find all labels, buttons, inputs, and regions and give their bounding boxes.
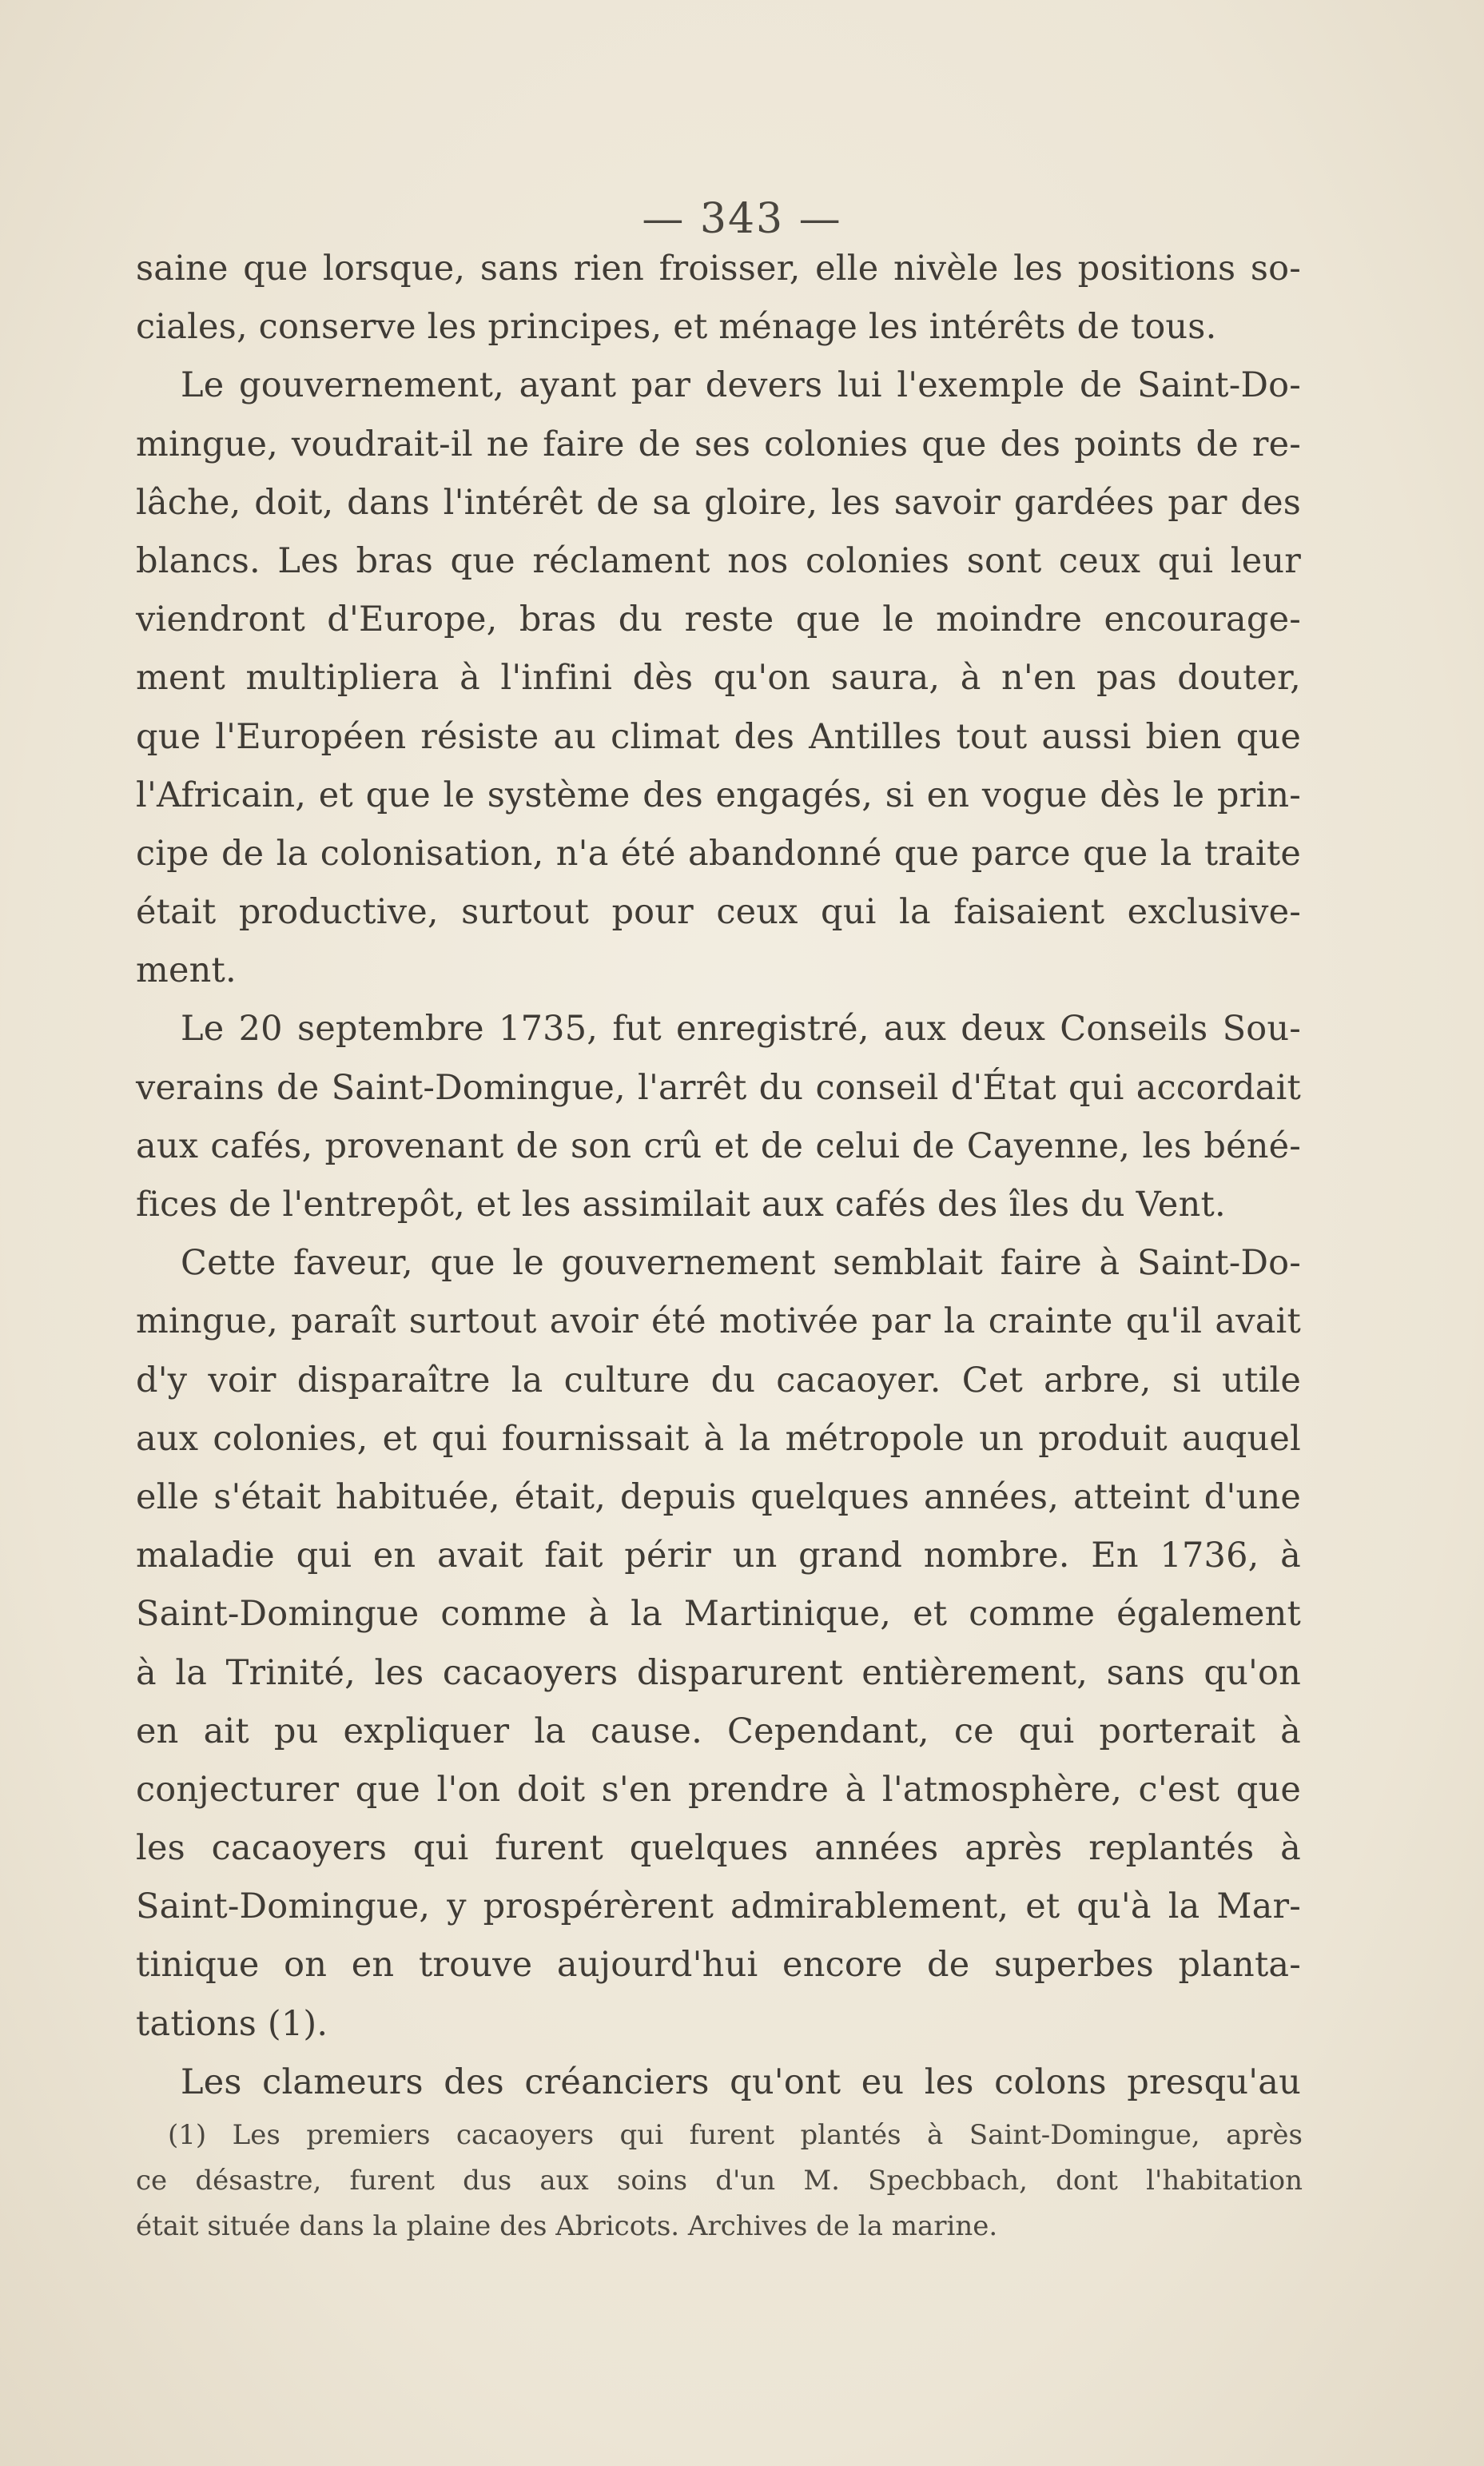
footnote-line: était située dans la plaine des Abricots. Archives de la marine. bbox=[136, 2210, 998, 2242]
text-line: Saint-Domingue comme à la Martinique, et comme également bbox=[136, 1594, 1301, 1635]
footnote-line: ce désastre, furent dus aux soins d'un M. Specbbach, dont l'habitation bbox=[136, 2165, 1303, 2197]
text-line: ment multipliera à l'infini dès qu'on saura, à n'en pas douter, bbox=[136, 658, 1301, 699]
text-line: aux colonies, et qui fournissait à la métropole un produit auquel bbox=[136, 1418, 1301, 1459]
body-text bbox=[136, 240, 1301, 2112]
text-line: maladie qui en avait fait périr un grand nombre. En 1736, à bbox=[136, 1536, 1301, 1576]
text-line: blancs. Les bras que réclament nos colonies sont ceux qui leur bbox=[136, 540, 1301, 581]
text-line: fices de l'entrepôt, et les assimilait aux cafés des îles du Vent. bbox=[136, 1185, 1226, 1225]
text-line: saine que lorsque, sans rien froisser, elle nivèle les positions so- bbox=[136, 249, 1301, 289]
text-line: lâche, doit, dans l'intérêt de sa gloire, les savoir gardées par des bbox=[136, 482, 1301, 523]
text-line: viendront d'Europe, bras du reste que le moindre encourage- bbox=[136, 600, 1301, 640]
text-line: Saint-Domingue, y prospérèrent admirablement, et qu'à la Mar- bbox=[136, 1886, 1301, 1927]
text-line: ment. bbox=[136, 950, 237, 991]
text-line: en ait pu expliquer la cause. Cependant, ce qui porterait à bbox=[136, 1711, 1301, 1751]
page-number: — 343 — bbox=[642, 195, 842, 243]
text-line: tinique on en trouve aujourd'hui encore de superbes planta- bbox=[136, 1945, 1301, 1986]
text-line: aux cafés, provenant de son crû et de celui de Cayenne, les béné- bbox=[136, 1125, 1301, 1166]
text-line: l'Africain, et que le système des engagés, si en vogue dès le prin- bbox=[136, 775, 1301, 815]
text-line: que l'Européen résiste au climat des Antilles tout aussi bien que bbox=[136, 716, 1301, 757]
footnote-line: (1) Les premiers cacaoyers qui furent plantés à Saint-Domingue, après bbox=[168, 2119, 1303, 2151]
text-line: Cette faveur, que le gouvernement semblait faire à Saint-Do- bbox=[181, 1243, 1301, 1284]
text-line: était productive, surtout pour ceux qui la faisaient exclusive- bbox=[136, 892, 1301, 933]
text-line: Le 20 septembre 1735, fut enregistré, aux deux Conseils Sou- bbox=[181, 1009, 1301, 1050]
text-line: conjecturer que l'on doit s'en prendre à l'atmosphère, c'est que bbox=[136, 1769, 1301, 1810]
text-line: tations (1). bbox=[136, 2003, 328, 2044]
text-line: verains de Saint-Domingue, l'arrêt du conseil d'État qui accordait bbox=[136, 1067, 1301, 1108]
text-line: elle s'était habituée, était, depuis quelques années, atteint d'une bbox=[136, 1476, 1301, 1517]
text-line: les cacaoyers qui furent quelques années après replantés à bbox=[136, 1828, 1301, 1869]
text-line: mingue, paraît surtout avoir été motivée par la crainte qu'il avait bbox=[136, 1301, 1301, 1342]
text-line: à la Trinité, les cacaoyers disparurent entièrement, sans qu'on bbox=[136, 1652, 1301, 1693]
text-line: ciales, conserve les principes, et ménage les intérêts de tous. bbox=[136, 307, 1217, 348]
text-line: d'y voir disparaître la culture du cacaoyer. Cet arbre, si utile bbox=[136, 1360, 1301, 1400]
text-line: Les clameurs des créanciers qu'ont eu les colons presqu'au bbox=[181, 2062, 1301, 2102]
footnotes bbox=[136, 2113, 1303, 2249]
text-line: mingue, voudrait-il ne faire de ses colonies que des points de re- bbox=[136, 424, 1301, 464]
text-line: Le gouvernement, ayant par devers lui l'exemple de Saint-Do- bbox=[181, 365, 1301, 406]
text-line: cipe de la colonisation, n'a été abandonné que parce que la traite bbox=[136, 833, 1301, 874]
